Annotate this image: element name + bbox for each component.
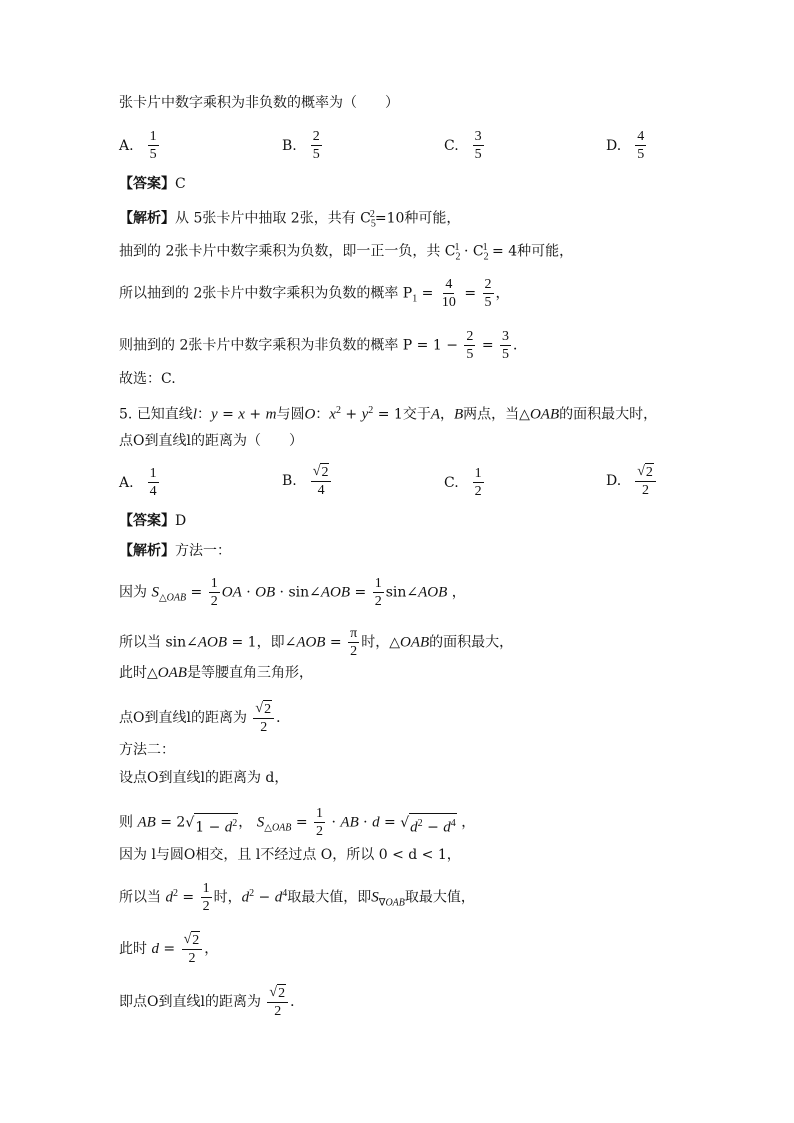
q5-option-a: A. $\frac{1}{4}$ xyxy=(119,466,157,499)
q4-answer: 【答案】C xyxy=(119,176,186,192)
q4-conclusion: 故选：C. xyxy=(119,371,176,387)
q5-m1-line-4: 点O到直线l的距离为 √ 2 2 ． xyxy=(119,701,291,735)
q5-m1-line-3: 此时△OAB是等腰直角三角形， xyxy=(119,665,313,681)
q4-analysis-line-4: 则抽到的 2张卡片中数字乘积为非负数的概率 P = 1 − $\frac{2}{5}$ = $\frac{3}{5}$ ． xyxy=(119,329,528,362)
q5-option-d: D. √ 2 2 xyxy=(606,463,658,499)
q5-analysis-heading: 【解析】方法一： xyxy=(119,543,231,559)
q5-answer: 【答案】D xyxy=(119,513,187,529)
q5-stem-line-2: 点O到直线l的距离为（ ） xyxy=(119,433,303,449)
q5-m2-line-4: 所以当 $d^2$ = $\frac{1}{2}$ 时，$d^2 - d^4$取最大值，即$S_{\nabla OAB}$取最大值， xyxy=(119,881,475,914)
q5-m2-line-3: 因为 l与圆O相交，且 l不经过点 O，所以 0 < d < 1， xyxy=(119,847,461,863)
q5-m2-line-1: 设点O到直线l的距离为 d， xyxy=(119,770,289,786)
q4-analysis-line-3: 所以抽到的 2张卡片中数字乘积为负数的概率 $P_1$ = $\frac{4}{10}$ = $\frac{2}{5}$ ， xyxy=(119,277,510,310)
q5-m2-line-6: 即点O到直线l的距离为 √ 2 2 ． xyxy=(119,985,305,1019)
q4-option-d: D. $\frac{4}{5}$ xyxy=(606,129,645,162)
q5-stem-line-1: 5. 已知直线l：y = x + m与圆O：$x^2 + y^2 = 1$交于A，B两点，当△OAB的面积最大时， xyxy=(119,405,658,423)
q4-analysis-line-1: 【解析】从 5张卡片中抽取 2张，共有 $C_5^2=10$种可能， xyxy=(119,209,461,230)
q5-option-c: C. $\frac{1}{2}$ xyxy=(444,466,482,499)
q5-method2-heading: 方法二： xyxy=(119,742,175,758)
q4-analysis-line-2: 抽到的 2张卡片中数字乘积为负数，即一正一负，共 $C_2^1 \cdot C_2^1 = 4$种可能， xyxy=(119,242,574,263)
q4-option-c: C. $\frac{3}{5}$ xyxy=(444,129,482,162)
q5-m1-line-1: 因为 $S_{\triangle OAB}$ = $\frac{1}{2}$ OA · OB · sin∠AOB = $\frac{1}{2}$ sin∠AOB ， xyxy=(119,576,466,609)
q4-option-b: B. $\frac{2}{5}$ xyxy=(282,129,320,162)
q5-option-b: B. √ 2 4 xyxy=(282,463,333,499)
q5-m2-line-2: 则 AB = 2 √ $1 - d^2$ ， $S_{\triangle OAB}$ = $\frac{1}{2}$ · AB · d = √ $d^2 - d^4$ ， xyxy=(119,806,476,839)
q5-m2-line-5: 此时 d = √ 2 2 ， xyxy=(119,932,219,966)
q4-stem-tail: 张卡片中数字乘积为非负数的概率为（ ） xyxy=(119,95,399,111)
q4-option-a: A. $\frac{1}{5}$ xyxy=(119,129,157,162)
q5-m1-line-2: 所以当 sin∠AOB = 1，即∠AOB = $\frac{\pi}{2}$ 时，△OAB的面积最大， xyxy=(119,626,514,659)
